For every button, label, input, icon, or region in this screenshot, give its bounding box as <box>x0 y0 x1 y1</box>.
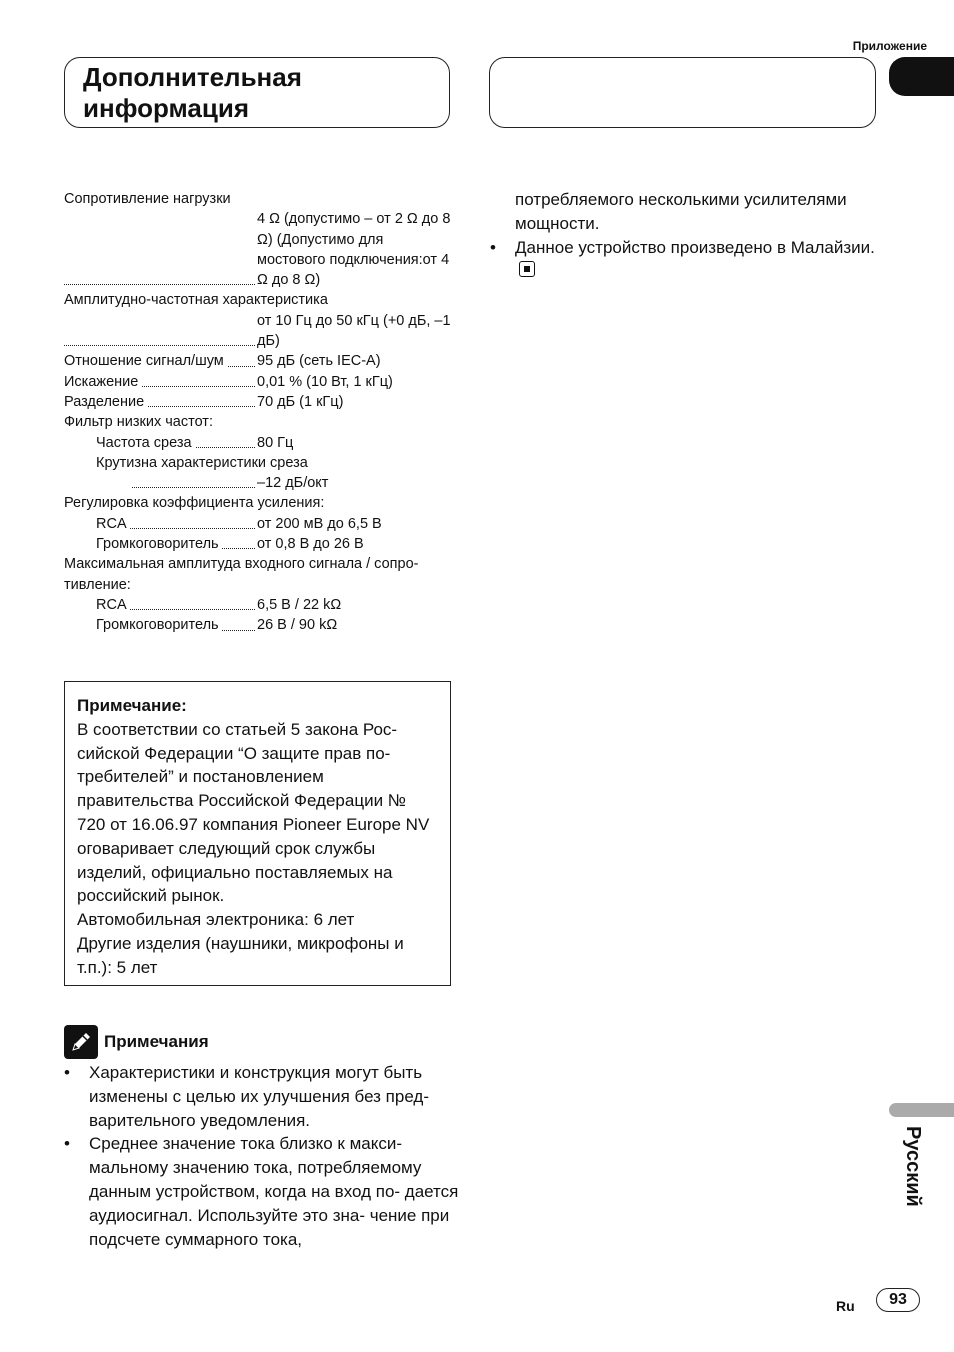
spec-row <box>64 514 454 534</box>
spec-cutoff-value: 80 Гц <box>257 434 294 451</box>
spec-separation <box>64 392 257 412</box>
note-line-other: Другие изделия (наушники, микрофоны и т.п.): 5 лет <box>77 933 404 977</box>
spec-gain-speaker-value: от 0,8 В до 26 В <box>257 536 364 553</box>
page-title: Дополнительная информация <box>83 62 302 123</box>
spec-separation-value: 70 дБ (1 кГц) <box>257 393 344 410</box>
pencil-icon <box>64 1025 98 1059</box>
page-number: 93 <box>876 1288 920 1312</box>
spec-snr-label: Отношение сигнал/шум <box>64 353 227 369</box>
spec-gain-speaker <box>96 534 257 554</box>
spec-max-speaker <box>96 615 257 635</box>
language-label: Русский <box>902 1126 924 1207</box>
spec-gain-rca <box>96 514 257 534</box>
spec-leader <box>64 311 257 352</box>
spec-lpf-label: Фильтр низких частот: <box>64 414 213 431</box>
list-item: • Характеристики и конструкция могут быть изменены с целью их улучшения без пред- варительного уведомления. <box>64 1061 459 1132</box>
spec-row <box>64 433 454 453</box>
spec-row <box>64 209 454 290</box>
spec-leader <box>64 209 257 290</box>
spec-freq-response-label: Амплитудно-частотная характеристика <box>64 292 328 309</box>
note-box <box>64 681 451 986</box>
spec-max-rca-label: RCA <box>96 597 130 613</box>
spec-distortion <box>64 372 257 392</box>
spec-load-resistance-value: 4 Ω (допустимо – от 2 Ω до 8 Ω) (Допустимо для мостового подключения:от 4 Ω до 8 Ω) <box>257 211 451 289</box>
right-list <box>490 236 890 284</box>
language-tab <box>889 1103 954 1117</box>
note-title: Примечание: <box>77 696 187 715</box>
spec-max-rca-value: 6,5 В / 22 kΩ <box>257 596 342 613</box>
spec-row <box>64 473 454 493</box>
spec-load-resistance-label: Сопротивление нагрузки <box>64 191 231 207</box>
spec-row <box>64 595 454 615</box>
made-in-text: Данное устройство произведено в Малайзии. <box>515 237 875 257</box>
note-line-auto: Автомобильная электроника: 6 лет <box>77 910 355 930</box>
spec-cutoff <box>96 433 257 453</box>
spec-distortion-label: Искажение <box>64 374 141 390</box>
spec-separation-label: Разделение <box>64 394 147 410</box>
spec-row <box>64 351 454 371</box>
title-box-empty <box>489 57 876 128</box>
notes-header <box>64 1025 209 1059</box>
spec-snr <box>64 351 257 371</box>
spec-row <box>64 534 454 554</box>
footer-lang-code: Ru <box>836 1298 855 1314</box>
specifications <box>64 189 454 636</box>
spec-row <box>64 372 454 392</box>
spec-max-rca <box>96 595 257 615</box>
spec-max-input-label: Максимальная амплитуда входного сигнала / сопро- тивление: <box>64 556 419 593</box>
note-body: В соответствии со статьей 5 закона Рос- сийской Федерации “О защите прав по- требителей” и постановлением правительства Российской Федерации № 720 от 16.06.97 компания Pioneer Europe NV оговаривает следующий срок службы изделий, официально поставляемых на российский рынок. <box>77 719 430 906</box>
spec-max-speaker-label: Громкоговоритель <box>96 617 222 633</box>
title-box <box>64 57 450 128</box>
list-item: • Среднее значение тока близко к макси- мальному значению тока, потребляемому данным устройством, когда на вход по- дается аудиосигнал. Используйте это зна- чение при подсчете суммарного тока, <box>64 1132 459 1251</box>
notes-list <box>64 1061 459 1251</box>
list-item <box>490 236 890 284</box>
section-label: Приложение <box>852 39 927 53</box>
spec-cutoff-label: Частота среза <box>96 435 195 451</box>
right-column <box>490 188 890 283</box>
spec-row <box>64 392 454 412</box>
spec-snr-value: 95 дБ (сеть IEC-A) <box>257 353 381 370</box>
spec-gain-label: Регулировка коэффициента усиления: <box>64 495 325 512</box>
spec-max-speaker-value: 26 В / 90 kΩ <box>257 617 338 634</box>
notes-heading: Примечания <box>104 1032 209 1051</box>
spec-gain-speaker-label: Громкоговоритель <box>96 536 222 552</box>
spec-row <box>64 311 454 352</box>
section-tab <box>889 57 954 96</box>
spec-slope-label: Крутизна характеристики среза <box>96 454 308 471</box>
spec-slope-value: –12 дБ/окт <box>257 475 329 492</box>
end-mark-icon <box>519 261 535 277</box>
spec-gain-rca-value: от 200 мВ до 6,5 В <box>257 515 382 532</box>
spec-leader <box>128 473 257 493</box>
spec-gain-rca-label: RCA <box>96 516 130 532</box>
spec-freq-response-value: от 10 Гц до 50 кГц (+0 дБ, –1 дБ) <box>257 312 451 350</box>
continuation-text: потребляемого несколькими усилителями мощности. <box>515 190 847 233</box>
spec-row <box>64 615 454 635</box>
spec-distortion-value: 0,01 % (10 Вт, 1 кГц) <box>257 373 393 390</box>
